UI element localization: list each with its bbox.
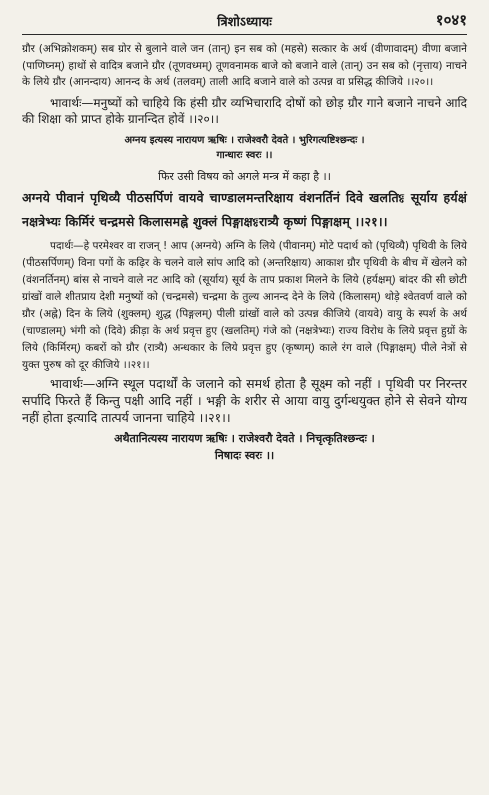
previous-paragraph: ग्रौर (अभिक्रोशकम्) सब ग्रोर से बुलाने वाले जन (तान्) इन सब को (महसे) सत्कार के अर्थ (वीणावादम्) वीणा बजाने (पाणिघ्नम्) हाथों से वादित्र बजाने ग्रौर (तूणवध्मम्) तूणवनामक बाजे को बजाने वाले (तान्) उन सब को (नृत्ताय) नाचने के लिये ग्रौर (आनन्दाय) आनन्द के अर्थ (तलवम्) ताली आदि बजाने वाले को उत्पन्न वा प्रसिद्ध कीजिये ।।२०।। (22, 43, 467, 88)
chapter-title: त्रिशोऽध्यायः (217, 15, 272, 30)
previous-bhavartha: भावार्थः—मनुष्यों को चाहिये कि हंसी ग्रौर व्यभिचारादि दोषों को छोड़ ग्रौर गाने बजाने नाचने आदि की शिक्षा को प्राप्त होके ग्रानन्दित होवें ।।२०।। (22, 95, 467, 126)
rishi-devata-line: अग्नय इत्यस्य नारायण ऋषिः । राजेश्वरौ देवते । भुरिगत्यष्टिश्छन्दः । (124, 134, 365, 146)
footer-rishi-line: अथैतानित्यस्य नारायण ऋषिः । राजेश्वरौ देवते । निचृत्कृतिश्छन्दः । (114, 431, 375, 445)
page-header (22, 8, 467, 35)
footer-svara-line: निषादः स्वरः ।। (214, 448, 275, 462)
mantra-text: अग्नये पीवानं पृथिव्यै पीठसर्पिणं वायवे चाण्डालमन्तरिक्षाय वंशनर्तिनं दिवे खलतिᳯ सूर्याय हर्यक्षं नक्षत्रेभ्यः किर्मिरं चन्द्रमसे किलासमह्ने शुक्लं पिङ्गाक्षᳯरात्र्यै कृष्णं पिङ्गाक्षम् ।।२१।। (22, 189, 467, 229)
bhavartha-paragraph: भावार्थः—अग्नि स्थूल पदार्थों के जलाने को समर्थ होता है सूक्ष्म को नहीं । पृथिवी पर निरन्तर सर्पादि फिरते हैं किन्तु पक्षी आदि नहीं । भङ्गी के शरीर से आया वायु दुर्गन्धयुक्त होने से सेवने योग्य नहीं होता इत्यादि तात्पर्य जानना चाहिये ।।२१।। (22, 375, 467, 425)
intro-line: फिर उसी विषय को अगले मन्त्र में कहा है ।। (158, 169, 331, 183)
padartha-paragraph: पदार्थः—हे परमेश्वर वा राजन् ! आप (अग्नये) अग्नि के लिये (पीवानम्) मोटे पदार्थ को (पृथिव्यै) पृथिवी के लिये (पीठसर्पिणम्) विना पगों के कढ़िर के चलने वाले सांप आदि को (अन्तरिक्षाय) आकाश ग्रौर पृथिवी के बीच में खेलने को (वंशनर्तिनम्) बांस से नाचने वाले नट आदि को (सूर्याय) सूर्य के ताप प्रकाश मिलने के लिये (हर्यक्षम्) बांदर की सी छोटी ग्रांखों वाले शीतप्राय देशी मनुष्यों को (चन्द्रमसे) चन्द्रमा के तुल्य आनन्द देने के लिये (किलासम्) थोड़े श्वेतवर्ण वाले को ग्रौर (अह्ने) दिन के लिये (शुक्लम्) शुद्ध (पिङ्गलम्) पीली ग्रांखों वाले को उत्पन्न कीजिये (वायवे) वायु के स्पर्श के अर्थ (चाण्डालम्) भंगी को (दिवे) क्रीड़ा के अर्थ प्रवृत्त हुए (खलतिम्) गंजे को (नक्षत्रेभ्यः) राज्य विरोध के लिये प्रवृत्त हुग्रों के लिये (किर्मिरम्) कबरों को ग्रौर (रात्र्यै) अन्धकार के लिये प्रवृत्त हुए (कृष्णम्) काले रंग वाले (पिङ्गाक्षम्) पीले नेत्रों से युक्त पुरुष को दूर कीजिये ।।२१।। (22, 239, 467, 371)
svara-line: गान्धारः स्वरः ।। (216, 149, 273, 161)
page-number: १०४१ (435, 11, 467, 29)
